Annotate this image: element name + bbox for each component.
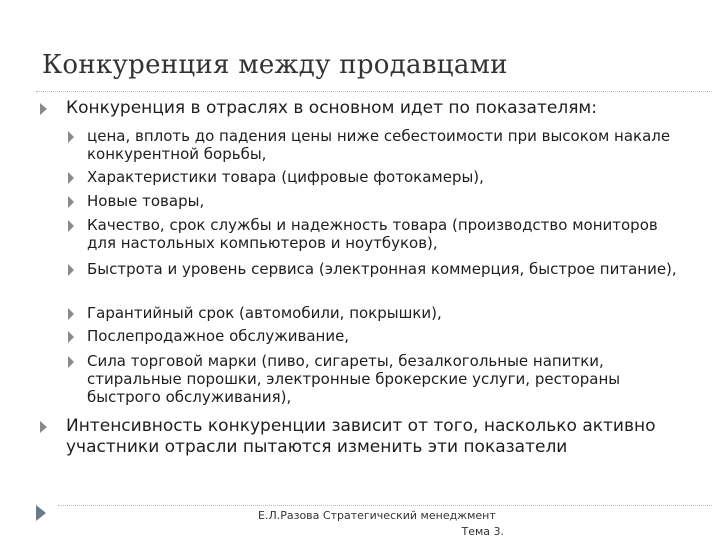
bullet-arrow-icon bbox=[40, 421, 47, 433]
sub-bullet-point: Сила торговой марки (пиво, сигареты, безалкогольные напитки, стиральные порошки, электронные брокерские услуги, рестораны быстрого обслуживания), bbox=[87, 352, 621, 406]
sub-bullet-arrow-icon bbox=[68, 356, 74, 368]
footer-divider bbox=[58, 505, 712, 506]
footer-topic: Тема 3. bbox=[461, 525, 504, 538]
sub-bullet-arrow-icon bbox=[68, 196, 74, 208]
sub-bullet-point: Послепродажное обслуживание, bbox=[87, 327, 350, 345]
sub-bullet-arrow-icon bbox=[68, 220, 74, 232]
footer-author: Е.Л.Разова Стратегический менеджмент bbox=[258, 509, 496, 522]
slide-title: Конкуренция между продавцами bbox=[42, 50, 508, 80]
sub-bullet-point: Качество, срок службы и надежность товара (производство мониторов для настольных компьютеров и ноутбуков), bbox=[87, 216, 658, 252]
sub-bullet-arrow-icon bbox=[68, 131, 74, 143]
sub-bullet-point: цена, вплоть до падения цены ниже себестоимости при высоком накале конкурентной борьбы, bbox=[87, 127, 671, 163]
next-slide-icon[interactable] bbox=[36, 505, 46, 521]
sub-bullet-arrow-icon bbox=[68, 172, 74, 184]
sub-bullet-point: Новые товары, bbox=[87, 192, 205, 210]
sub-bullet-point: Характеристики товара (цифровые фотокамеры), bbox=[87, 168, 484, 186]
bullet-point: Конкуренция в отраслях в основном идет по показателям: bbox=[66, 98, 597, 118]
sub-bullet-arrow-icon bbox=[68, 331, 74, 343]
sub-bullet-arrow-icon bbox=[68, 264, 74, 276]
sub-bullet-point: Гарантийный срок (автомобили, покрышки), bbox=[87, 304, 442, 322]
bullet-arrow-icon bbox=[40, 103, 47, 115]
sub-bullet-arrow-icon bbox=[68, 308, 74, 320]
title-divider bbox=[36, 91, 712, 92]
bullet-point: Интенсивность конкуренции зависит от того, насколько активно участники отрасли пытаются изменить эти показатели bbox=[66, 416, 656, 457]
sub-bullet-point: Быстрота и уровень сервиса (электронная коммерция, быстрое питание), bbox=[87, 260, 677, 278]
footer bbox=[250, 508, 504, 540]
